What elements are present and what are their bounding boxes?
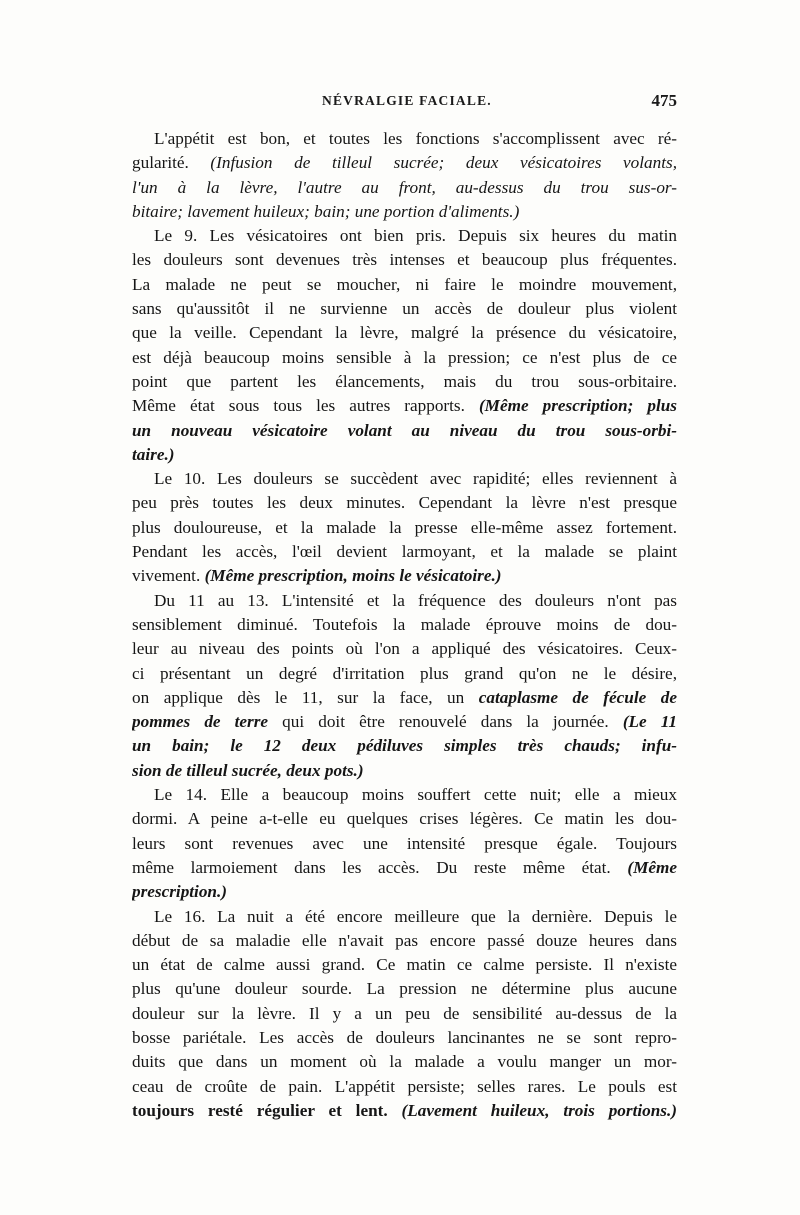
text-line: sion de tilleul sucrée, deux pots.) bbox=[132, 760, 364, 780]
text-line: on applique dès le 11, sur la face, un cataplasme de fécule de bbox=[132, 687, 677, 707]
text-line: Pendant les accès, l'œil devient larmoyant, et la malade se plaint bbox=[132, 542, 677, 562]
page-number: 475 bbox=[651, 91, 677, 110]
text-line: que la veille. Cependant la lèvre, malgré la présence du vésicatoire, bbox=[132, 323, 677, 343]
text-line: est déjà beaucoup moins sensible à la pression; ce n'est plus de ce bbox=[132, 347, 677, 367]
text-line: un nouveau vésicatoire volant au niveau du trou sous-orbi- bbox=[132, 420, 677, 440]
text-line: même larmoiement dans les accès. Du reste même état. (Même bbox=[132, 857, 677, 877]
text-line: Le 16. La nuit a été encore meilleure que la dernière. Depuis le bbox=[154, 906, 677, 926]
text-line: Le 9. Les vésicatoires ont bien pris. Depuis six heures du matin bbox=[154, 226, 677, 246]
text-line: leur au niveau des points où l'on a appliqué des vésicatoires. Ceux- bbox=[132, 639, 677, 659]
text-line: un état de calme aussi grand. Ce matin ce calme persiste. Il n'existe bbox=[132, 955, 677, 975]
text-line: toujours resté régulier et lent. (Lavement huileux, trois portions.) bbox=[132, 1100, 677, 1120]
body-text bbox=[132, 127, 677, 1123]
text-line: duits que dans un moment où la malade a voulu manger un mor- bbox=[132, 1052, 677, 1072]
text-line: dormi. A peine a-t-elle eu quelques crises légères. Ce matin les dou- bbox=[132, 809, 677, 829]
text-line: l'un à la lèvre, l'autre au front, au-dessus du trou sus-or- bbox=[132, 177, 677, 197]
text-line: L'appétit est bon, et toutes les fonctions s'accomplissent avec ré- bbox=[154, 129, 677, 148]
text-line: La malade ne peut se moucher, ni faire le moindre mouvement, bbox=[132, 274, 677, 294]
text-line: gularité. (Infusion de tilleul sucrée; deux vésicatoires volants, bbox=[132, 153, 677, 173]
text-line: Le 10. Les douleurs se succèdent avec rapidité; elles reviennent à bbox=[154, 469, 677, 489]
text-line: ci présentant un degré d'irritation plus grand qu'on ne le désire, bbox=[132, 663, 677, 683]
text-line: douleur sur la lèvre. Il y a un peu de sensibilité au-dessus de la bbox=[132, 1003, 677, 1023]
text-line: leurs sont revenues avec une intensité presque égale. Toujours bbox=[132, 833, 677, 853]
text-line: sensiblement diminué. Toutefois la malade éprouve moins de dou- bbox=[132, 614, 677, 634]
text-line: plus qu'une douleur sourde. La pression ne détermine plus aucune bbox=[132, 979, 677, 999]
text-line: taire.) bbox=[132, 444, 175, 464]
text-line: prescription.) bbox=[132, 882, 228, 902]
text-line: bitaire; lavement huileux; bain; une portion d'aliments.) bbox=[132, 201, 520, 221]
text-line: point que partent les élancements, mais du trou sous-orbitaire. bbox=[132, 371, 677, 391]
running-title: NÉVRALGIE FACIALE. bbox=[322, 93, 492, 108]
text-line: pommes de terre qui doit être renouvelé dans la journée. (Le 11 bbox=[132, 712, 677, 732]
running-head bbox=[132, 93, 677, 115]
text-line: vivement. (Même prescription, moins le vésicatoire.) bbox=[132, 566, 502, 586]
text-line: Le 14. Elle a beaucoup moins souffert cette nuit; elle a mieux bbox=[154, 785, 677, 805]
text-line: Même état sous tous les autres rapports. (Même prescription; plus bbox=[132, 396, 677, 416]
text-line: Du 11 au 13. L'intensité et la fréquence des douleurs n'ont pas bbox=[154, 590, 677, 610]
text-line: début de sa maladie elle n'avait pas encore passé douze heures dans bbox=[132, 930, 677, 950]
text-line: plus douloureuse, et la malade la presse elle-même assez fortement. bbox=[132, 517, 677, 537]
text-line: sans qu'aussitôt il ne survienne un accès de douleur plus violent bbox=[132, 299, 677, 319]
text-line: peu près toutes les deux minutes. Cependant la lèvre n'est presque bbox=[132, 493, 677, 513]
text-line: bosse pariétale. Les accès de douleurs lancinantes ne se sont repro- bbox=[132, 1027, 677, 1047]
text-line: les douleurs sont devenues très intenses et beaucoup plus fréquentes. bbox=[132, 250, 677, 270]
text-line: un bain; le 12 deux pédiluves simples très chauds; infu- bbox=[132, 736, 677, 756]
text-line: ceau de croûte de pain. L'appétit persiste; selles rares. Le pouls est bbox=[132, 1076, 677, 1096]
